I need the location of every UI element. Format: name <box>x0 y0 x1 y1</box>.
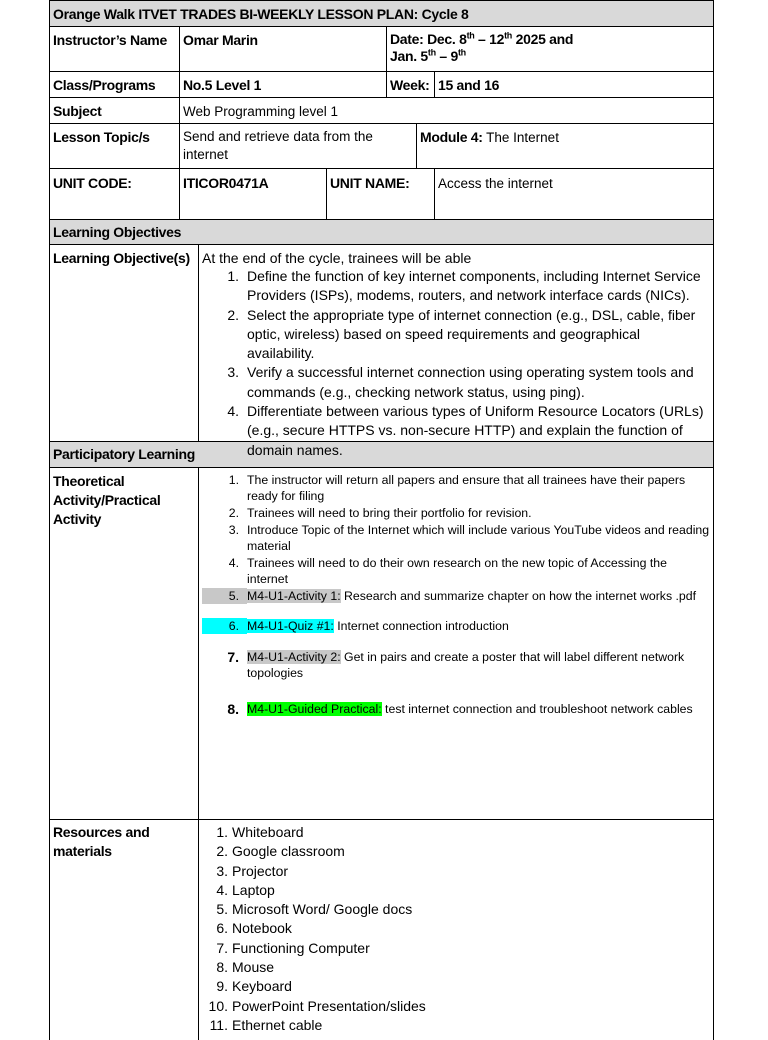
resource-item <box>202 842 710 861</box>
lesson-plan-table <box>49 0 714 1040</box>
activity-number: 4. <box>228 556 239 570</box>
resource-text: Google classroom <box>232 843 345 860</box>
activity-number: 3. <box>228 523 239 537</box>
resource-number: 3. <box>216 862 228 879</box>
resource-number: 9. <box>216 978 228 995</box>
resource-item <box>202 958 710 977</box>
activity-item <box>202 588 710 604</box>
objective-item <box>202 306 710 364</box>
date-label: Date: <box>390 31 424 47</box>
resources-row <box>49 820 714 1040</box>
activity-item <box>202 701 710 717</box>
resource-item <box>202 900 710 919</box>
instructor-name: Omar Marin <box>180 27 387 71</box>
resource-item <box>202 977 710 996</box>
activity-tag: M4-U1-Guided Practical: <box>247 702 382 716</box>
activity-text <box>247 649 710 681</box>
activities-label: Theoretical Activity/Practical Activity <box>50 468 199 819</box>
subject-value: Web Programming level 1 <box>183 104 339 119</box>
activity-text <box>247 505 532 521</box>
resource-text: Ethernet cable <box>232 1016 323 1033</box>
resource-item <box>202 881 710 900</box>
resource-item <box>202 862 710 881</box>
resource-item <box>202 823 710 842</box>
resource-number: 6. <box>216 920 228 937</box>
resource-item <box>202 919 710 938</box>
resource-text: Projector <box>232 862 289 879</box>
activity-item <box>202 522 710 554</box>
activity-description: Trainees will need to do their own research on the new topic of Accessing the internet <box>247 556 667 586</box>
activity-description: Internet connection introduction <box>333 619 509 633</box>
resource-number: 1. <box>216 824 228 840</box>
subject-row <box>49 98 714 124</box>
activities-row <box>49 468 714 820</box>
class-value: No.5 Level 1 <box>180 72 387 97</box>
resource-number: 4. <box>216 881 228 898</box>
week-value: 15 and 16 <box>438 77 500 93</box>
resource-text: Microsoft Word/ Google docs <box>232 901 413 918</box>
activity-tag: M4-U1-Activity 2: <box>247 650 341 664</box>
objective-number: 3. <box>227 364 239 381</box>
activities-list <box>202 472 710 717</box>
resource-item <box>202 1016 710 1035</box>
resource-text: PowerPoint Presentation/slides <box>232 997 426 1014</box>
activity-text <box>247 522 710 554</box>
activity-description: test internet connection and troubleshoot network cables <box>381 702 693 716</box>
objectives-intro: At the end of the cycle, trainees will be able <box>202 250 472 266</box>
activity-item <box>202 505 710 521</box>
resource-number: 7. <box>216 939 228 956</box>
resources-list <box>202 823 710 1035</box>
activities-content <box>199 468 713 819</box>
instructor-label: Instructor’s Name <box>50 27 180 71</box>
activity-item <box>202 472 710 504</box>
activity-tag: M4-U1-Activity 1: <box>247 589 341 603</box>
activity-description: The instructor will return all papers and ensure that all trainees have their papers ready for filing <box>247 473 686 503</box>
objective-number: 4. <box>227 403 239 420</box>
title-row <box>49 0 714 27</box>
objectives-header: Learning Objectives <box>53 224 182 240</box>
date-cell: Date: Dec. 8th – 12th 2025 and Jan. 5th – 9th <box>390 30 574 64</box>
objectives-label: Learning Objective(s) <box>50 245 199 441</box>
activity-number: 8. <box>227 701 239 717</box>
activity-text <box>247 701 693 717</box>
resource-text: Whiteboard <box>232 824 304 840</box>
objective-item <box>202 267 710 306</box>
objective-number: 1. <box>227 268 239 284</box>
activity-item <box>202 555 710 587</box>
topic-value: Send and retrieve data from the internet <box>180 124 417 168</box>
subject-label: Subject <box>50 98 180 123</box>
activity-number: 1. <box>228 473 239 487</box>
module-cell <box>417 124 713 168</box>
activity-text <box>247 472 710 504</box>
activity-item <box>202 618 710 634</box>
activity-description: Research and summarize chapter on how the internet works .pdf <box>340 589 697 603</box>
activity-item <box>202 649 710 681</box>
activity-text <box>247 618 509 634</box>
class-label: Class/Programs <box>50 72 180 97</box>
unit-row <box>49 169 714 220</box>
activity-description: Get in pairs and create a poster that will label different network topologies <box>247 650 685 680</box>
activity-number: 6. <box>202 618 247 634</box>
resource-number: 5. <box>216 901 228 918</box>
week-label: Week: <box>387 72 435 97</box>
activity-number: 5. <box>202 588 247 604</box>
resource-number: 2. <box>216 843 228 860</box>
objective-number: 2. <box>227 306 239 323</box>
resource-text: Notebook <box>232 920 292 937</box>
unit-name-value: Access the internet <box>438 176 553 191</box>
resource-item <box>202 939 710 958</box>
resources-content <box>199 820 713 1040</box>
unit-code-value: ITICOR0471A <box>180 169 327 219</box>
module-value: The Internet <box>482 130 559 145</box>
topic-row <box>49 124 714 169</box>
objective-text: Verify a successful internet connection using operating system tools and commands (e.g., checking network status, using ping). <box>247 364 694 400</box>
resource-text: Mouse <box>232 959 275 976</box>
topic-label: Lesson Topic/s <box>50 124 180 168</box>
activity-description: Introduce Topic of the Internet which will include various YouTube videos and reading material <box>247 523 710 553</box>
resource-item <box>202 997 710 1016</box>
activity-number: 2. <box>228 506 239 520</box>
unit-code-label: UNIT CODE: <box>50 169 180 219</box>
activity-description: Trainees will need to bring their portfolio for revision. <box>247 506 532 520</box>
objective-text: Differentiate between various types of Uniform Resource Locators (URLs) (e.g., secure HTTPS vs. non-secure HTTP) and explain the function of domain names. <box>247 403 704 458</box>
resource-text: Functioning Computer <box>232 939 370 956</box>
activity-tag: M4-U1-Quiz #1: <box>247 619 334 633</box>
activity-text <box>247 555 710 587</box>
resource-text: Laptop <box>232 881 275 898</box>
resources-label: Resources and materials <box>50 820 199 1040</box>
resource-number: 10. <box>208 997 228 1014</box>
module-label: Module 4: <box>420 129 483 145</box>
objectives-list <box>202 267 710 460</box>
resource-number: 8. <box>216 959 228 976</box>
objective-text: Select the appropriate type of internet connection (e.g., DSL, cable, fiber optic, wireless) based on speed requirements and geographical availability. <box>247 306 696 362</box>
objective-text: Define the function of key internet components, including Internet Service Providers (ISPs), modems, routers, and network interface cards (NICs). <box>247 268 701 304</box>
activity-text <box>247 588 696 604</box>
objectives-header-row <box>49 220 714 245</box>
objectives-content <box>199 245 713 458</box>
participatory-header-row <box>49 442 714 468</box>
resource-number: 11. <box>209 1016 228 1033</box>
unit-name-label: UNIT NAME: <box>327 169 435 219</box>
activity-number: 7. <box>227 649 239 665</box>
class-row <box>49 72 714 98</box>
participatory-header: Participatory Learning <box>53 446 195 462</box>
page-title: Orange Walk ITVET TRADES BI-WEEKLY LESSON PLAN: Cycle 8 <box>53 6 469 22</box>
instructor-row <box>49 27 714 72</box>
resource-text: Keyboard <box>232 978 292 995</box>
objective-item <box>202 363 710 402</box>
